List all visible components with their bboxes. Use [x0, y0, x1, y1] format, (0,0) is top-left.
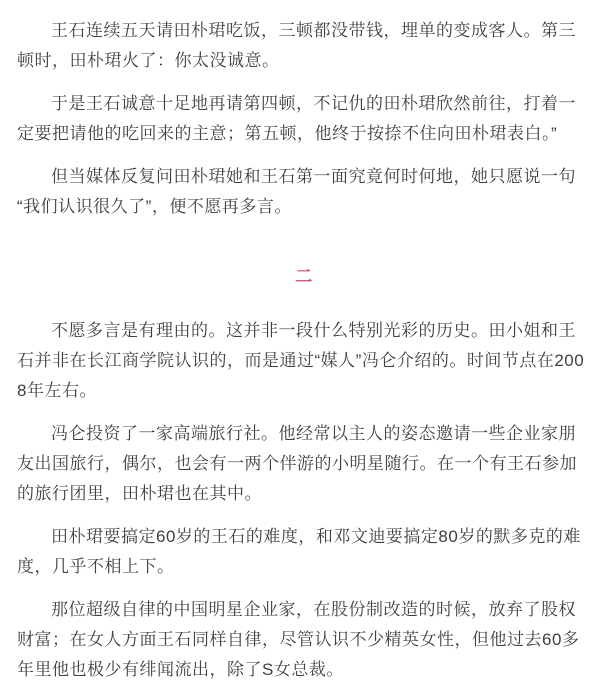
paragraph: 于是王石诚意十足地再请第四顿，不记仇的田朴珺欣然前往，打着一定要把请他的吃回来的主意；第五顿，他终于按捺不住向田朴珺表白。” [17, 94, 576, 143]
paragraph: 冯仑投资了一家高端旅行社。他经常以主人的姿态邀请一些企业家朋友出国旅行，偶尔，也会有一两个伴游的小明星随行。在一个有王石参加的旅行团里，田朴珺也在其中。 [17, 424, 577, 503]
paragraph: 不愿多言是有理由的。这并非一段什么特别光彩的历史。田小姐和王石并非在长江商学院认识的，而是通过“媒人”冯仑介绍的。时间节点在2008年左右。 [17, 321, 585, 400]
paragraph: 但当媒体反复问田朴珺她和王石第一面究竟何时何地，她只愿说一句“我们认识很久了”，便不愿再多言。 [17, 167, 576, 216]
paragraph: 田朴珺要搞定60岁的王石的难度，和邓文迪要搞定80岁的默多克的难度，几乎不相上下。 [17, 527, 581, 576]
section-heading: 二 [295, 267, 313, 286]
paragraph: 那位超级自律的中国明星企业家，在股份制改造的时候，放弃了股权财富；在女人方面王石同样自律，尽管认识不少精英女性，但他过去60多年里他也极少有绯闻流出，除了S女总裁。 [17, 600, 580, 679]
paragraph: 王石连续五天请田朴珺吃饭，三顿都没带钱，埋单的变成客人。第三顿时，田朴珺火了：你太没诚意。 [17, 21, 576, 70]
